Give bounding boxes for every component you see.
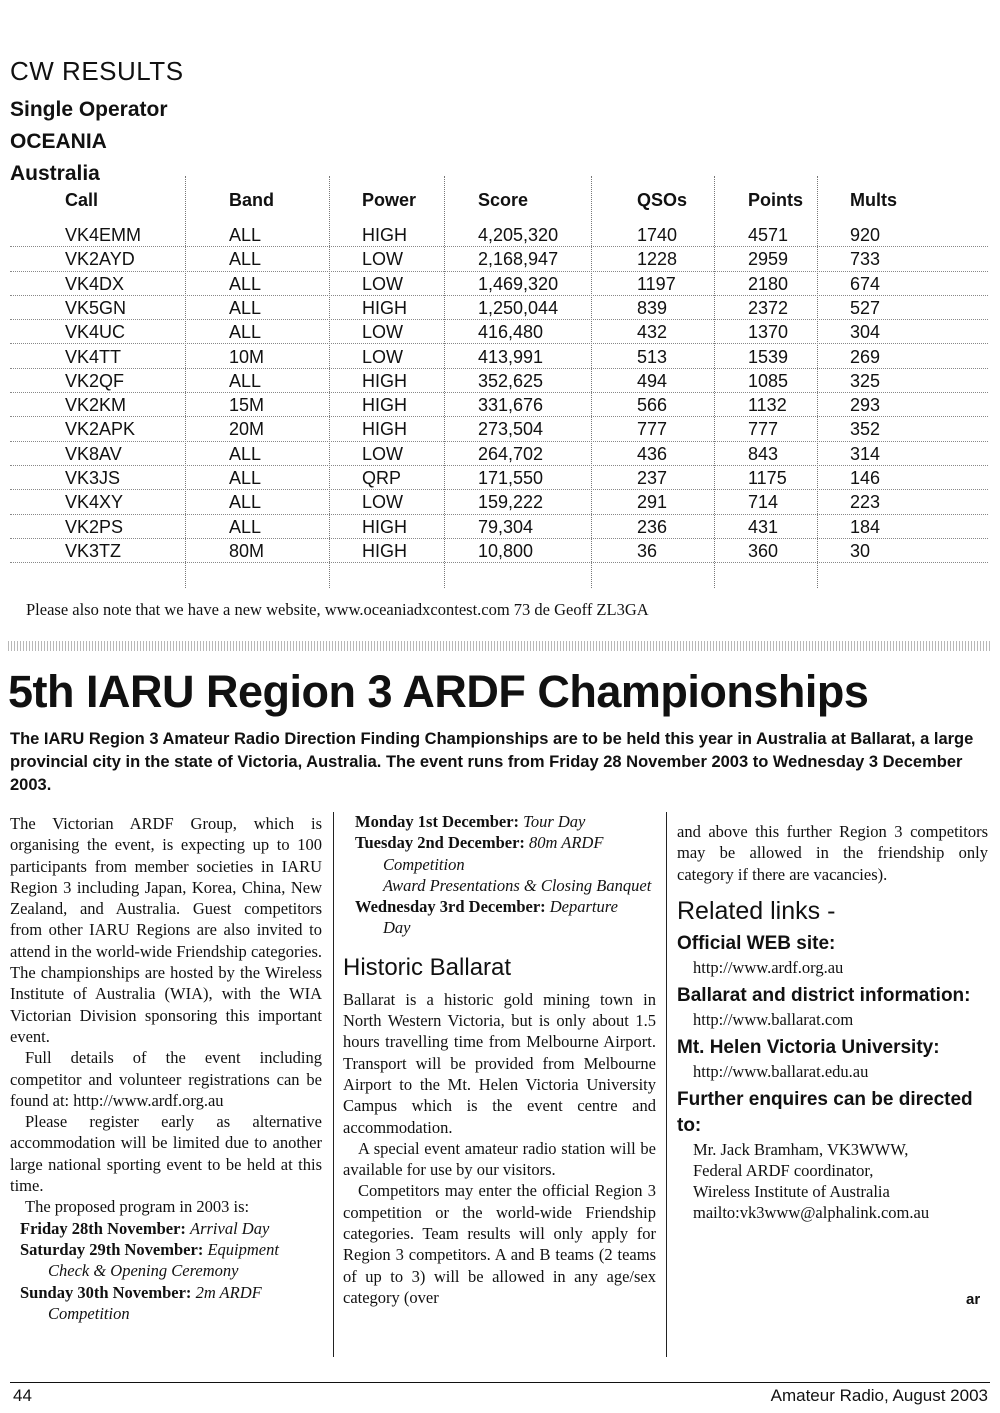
table-cell: LOW <box>362 492 404 513</box>
table-row <box>10 320 988 344</box>
table-cell: 843 <box>748 443 779 464</box>
table-cell: 10M <box>229 346 265 367</box>
table-cell: VK5GN <box>65 297 127 318</box>
program-day: Wednesday 3rd December: <box>355 897 546 917</box>
table-cell: HIGH <box>362 540 407 561</box>
table-cell: 777 <box>748 419 779 440</box>
table-cell: 1085 <box>748 370 789 391</box>
table-cell: 304 <box>850 322 881 343</box>
table-row <box>10 417 988 441</box>
table-cell: VK2QF <box>65 370 125 391</box>
table-cell: 352,625 <box>478 370 544 391</box>
table-cell: 314 <box>850 443 881 464</box>
program-day: Monday 1st December: <box>355 812 520 831</box>
section-separator <box>8 641 990 651</box>
section-heading: Historic Ballarat <box>343 953 512 981</box>
table-cell: HIGH <box>362 225 407 245</box>
column-header: Mults <box>850 190 897 210</box>
table-cell: 920 <box>850 225 881 245</box>
table-cell: 15M <box>229 395 265 416</box>
cw-results-title: CW RESULTS <box>10 56 184 86</box>
table-cell: 527 <box>850 297 881 318</box>
table-row <box>10 539 988 563</box>
program-event-cont: Competition <box>383 854 465 874</box>
article-column-3 <box>677 821 988 1223</box>
program-event: 2m ARDF <box>195 1282 262 1302</box>
program-event-cont: Competition <box>48 1303 130 1323</box>
table-cell: 293 <box>850 395 881 416</box>
column-header: QSOs <box>637 190 688 210</box>
program-event-cont: Check & Opening Ceremony <box>48 1261 239 1281</box>
publication-name: Amateur Radio, August 2003 <box>770 1386 988 1405</box>
table-cell: 436 <box>637 443 668 464</box>
table-cell: ALL <box>229 468 262 488</box>
table-cell: 171,550 <box>478 468 544 488</box>
program-event-cont: Day <box>383 918 411 938</box>
column-header: Band <box>229 190 274 210</box>
table-cell: 184 <box>850 516 881 537</box>
table-row <box>10 223 988 247</box>
table-cell: 223 <box>850 492 881 513</box>
article-title: 5th IARU Region 3 ARDF Championships <box>8 666 869 717</box>
paragraph: and above this further Region 3 competitors may be allowed in the friendship only category if there are vacancies). <box>677 822 988 884</box>
table-row <box>10 393 988 417</box>
table-cell: 494 <box>637 370 668 391</box>
program-list <box>10 1218 322 1324</box>
program-day: Friday 28th November: <box>20 1218 186 1238</box>
column-rule <box>333 812 334 1357</box>
table-cell: HIGH <box>362 516 407 537</box>
contact-line: Mr. Jack Bramham, VK3WWW, <box>693 1139 909 1159</box>
table-cell: 714 <box>748 492 779 513</box>
table-row <box>10 345 988 369</box>
table-cell: 30 <box>850 540 871 561</box>
table-cell: 513 <box>637 346 668 367</box>
paragraph: Please register early as alternative accommodation will be limited due to another large national sporting event to be held at this time. <box>10 1112 322 1196</box>
table-cell: ALL <box>229 249 262 270</box>
table-cell: 1197 <box>637 273 676 294</box>
table-cell: 432 <box>637 322 668 343</box>
table-row <box>10 369 988 393</box>
table-row <box>10 490 988 514</box>
table-cell: 566 <box>637 395 668 416</box>
enquiry-heading: Further enquires can be directed to: <box>677 1088 973 1136</box>
table-cell: 431 <box>748 516 779 537</box>
table-cell: ALL <box>229 492 262 513</box>
table-cell: VK4UC <box>65 322 126 343</box>
table-cell: VK4TT <box>65 346 122 367</box>
results-table <box>10 176 988 588</box>
column-header: Points <box>748 190 804 210</box>
table-row <box>10 272 988 296</box>
program-event: Equipment <box>207 1239 279 1259</box>
article-intro: The IARU Region 3 Amateur Radio Direction Finding Championships are to be held this year in Australia at Ballarat, a large provincial city in the state of Victoria, Australia. The event runs from Friday 28 November 2003 to Wednesday 3 December 2003. <box>10 730 974 794</box>
program-event: Departure <box>549 897 618 917</box>
link-url[interactable]: http://www.ardf.org.au <box>693 957 844 977</box>
table-row <box>10 296 988 320</box>
table-cell: ALL <box>229 322 262 343</box>
table-cell: LOW <box>362 346 404 367</box>
paragraph: Full details of the event including competitor and volunteer registrations can be found at: http://www.ardf.org.au <box>10 1048 322 1110</box>
table-cell: LOW <box>362 443 404 464</box>
table-cell: LOW <box>362 322 404 343</box>
program-item <box>20 1282 322 1303</box>
table-cell: HIGH <box>362 297 407 318</box>
column-header: Call <box>65 190 99 210</box>
table-cell: 4,205,320 <box>478 225 559 245</box>
contact-line: Wireless Institute of Australia <box>693 1181 890 1201</box>
table-cell: 2,168,947 <box>478 249 559 270</box>
link-label: Mt. Helen Victoria University: <box>677 1036 940 1058</box>
paragraph: The Victorian ARDF Group, which is organising the event, is expecting up to 100 participants from member societies in IARU Region 3 including Japan, Korea, China, New Zealand, and Australia. Guest competitors from other IARU Regions are also invited to attend in the world-wide Friendship categories. The championships are hosted by the Wireless Institute of Australia (WIA), with the WIA Victorian Division sponsoring this important event. <box>10 814 322 1046</box>
table-cell: ALL <box>229 225 262 245</box>
table-cell: 331,676 <box>478 395 544 416</box>
program-event: Arrival Day <box>190 1218 270 1238</box>
link-url[interactable]: http://www.ballarat.com <box>693 1009 854 1029</box>
table-cell: 1175 <box>748 468 787 488</box>
table-cell: LOW <box>362 249 404 270</box>
section-heading: Related links - <box>677 896 836 925</box>
footer-rule <box>10 1382 990 1383</box>
table-cell: 1,250,044 <box>478 297 559 318</box>
table-cell: 325 <box>850 370 881 391</box>
category-heading: Single Operator <box>10 98 168 121</box>
table-cell: 236 <box>637 516 668 537</box>
program-day: Tuesday 2nd December: <box>355 833 525 853</box>
table-cell: VK2APK <box>65 419 136 440</box>
table-cell: VK3TZ <box>65 540 122 561</box>
table-cell: 237 <box>637 468 668 488</box>
table-cell: 4571 <box>748 225 789 245</box>
contact-line: Federal ARDF coordinator, <box>693 1160 874 1180</box>
article-column-1 <box>10 813 322 1324</box>
paragraph: The proposed program in 2003 is: <box>25 1197 250 1217</box>
table-cell: LOW <box>362 273 404 294</box>
table-cell: ALL <box>229 297 262 318</box>
table-cell: 2959 <box>748 249 789 270</box>
program-list <box>343 811 656 939</box>
article-column-2 <box>343 811 656 1308</box>
program-item <box>355 832 656 853</box>
table-cell: VK3JS <box>65 468 121 488</box>
table-cell: VK4XY <box>65 492 124 513</box>
table-cell: 80M <box>229 540 265 561</box>
table-cell: ALL <box>229 516 262 537</box>
link-label: Official WEB site: <box>677 932 836 954</box>
paragraph: Ballarat is a historic gold mining town in North Western Victoria, but is only about 1.5 hours travelling time from Melbourne Airport. Transport will be provided from Melbourne Airport to the Mt. Helen Victoria University Campus which is the event centre and accommodation. <box>343 989 656 1137</box>
link-label: Ballarat and district information: <box>677 984 971 1006</box>
column-header: Score <box>478 190 529 210</box>
table-cell: ALL <box>229 443 262 464</box>
table-cell: VK2KM <box>65 395 127 416</box>
table-cell: 1228 <box>637 249 678 270</box>
table-row <box>10 247 988 271</box>
program-item <box>355 896 656 917</box>
contact-email[interactable]: mailto:vk3www@alphalink.com.au <box>693 1202 930 1222</box>
table-cell: 159,222 <box>478 492 544 513</box>
table-cell: HIGH <box>362 370 407 391</box>
table-cell: ALL <box>229 273 262 294</box>
table-cell: 674 <box>850 273 881 294</box>
table-cell: 413,991 <box>478 346 544 367</box>
paragraph: A special event amateur radio station will be available for use by our visitors. <box>343 1138 656 1180</box>
table-cell: 273,504 <box>478 419 544 440</box>
table-header-row <box>10 188 988 214</box>
table-cell: 1370 <box>748 322 789 343</box>
program-day: Sunday 30th November: <box>20 1282 192 1302</box>
table-row <box>10 442 988 466</box>
table-cell: 839 <box>637 297 668 318</box>
table-cell: HIGH <box>362 395 407 416</box>
table-cell: 269 <box>850 346 881 367</box>
program-day: Saturday 29th November: <box>20 1239 204 1259</box>
column-header: Power <box>362 190 417 210</box>
table-cell: 291 <box>637 492 668 513</box>
table-cell: 2180 <box>748 273 789 294</box>
table-cell: VK2PS <box>65 516 124 537</box>
program-event: 80m ARDF <box>529 833 604 853</box>
table-cell: 20M <box>229 419 265 440</box>
table-cell: 146 <box>850 468 881 488</box>
program-item <box>355 811 656 832</box>
table-cell: 36 <box>637 540 658 561</box>
page-number: 44 <box>13 1386 32 1405</box>
table-cell: 10,800 <box>478 540 534 561</box>
table-cell: 733 <box>850 249 881 270</box>
table-cell: VK2AYD <box>65 249 135 270</box>
table-empty-row <box>10 562 988 586</box>
table-cell: VK4EMM <box>65 225 142 245</box>
table-cell: 352 <box>850 419 881 440</box>
table-cell: QRP <box>362 468 402 488</box>
table-row <box>10 515 988 539</box>
table-cell: 2372 <box>748 297 789 318</box>
table-cell: 360 <box>748 540 779 561</box>
table-cell: 1539 <box>748 346 789 367</box>
program-event: Tour Day <box>523 812 586 831</box>
program-event-cont: Award Presentations & Closing Banquet <box>383 875 652 895</box>
paragraph: Competitors may enter the official Region 3 competition or the world-wide Friendship categories. Team results will only apply for Region 3 competitors. A and B teams (2 teams of up to 3) will be allowed in any age/sex category (over <box>343 1181 656 1307</box>
program-item <box>20 1239 322 1260</box>
table-row <box>10 466 988 490</box>
table-cell: ALL <box>229 370 262 391</box>
table-cell: 416,480 <box>478 322 544 343</box>
end-mark: ar <box>966 1291 981 1308</box>
table-cell: 1740 <box>637 225 678 245</box>
link-url[interactable]: http://www.ballarat.edu.au <box>693 1061 869 1081</box>
table-cell: HIGH <box>362 419 407 440</box>
table-cell: 1,469,320 <box>478 273 559 294</box>
table-cell: 1132 <box>748 395 787 416</box>
column-rule <box>666 812 667 1357</box>
region-heading: OCEANIA <box>10 130 107 153</box>
website-note: Please also note that we have a new website, www.oceaniadxcontest.com 73 de Geoff ZL3GA <box>26 600 649 619</box>
table-cell: VK8AV <box>65 443 122 464</box>
country-heading: Australia <box>10 162 100 185</box>
table-cell: 777 <box>637 419 668 440</box>
table-cell: VK4DX <box>65 273 125 294</box>
program-item <box>20 1218 322 1239</box>
table-cell: 79,304 <box>478 516 534 537</box>
table-cell: 264,702 <box>478 443 544 464</box>
